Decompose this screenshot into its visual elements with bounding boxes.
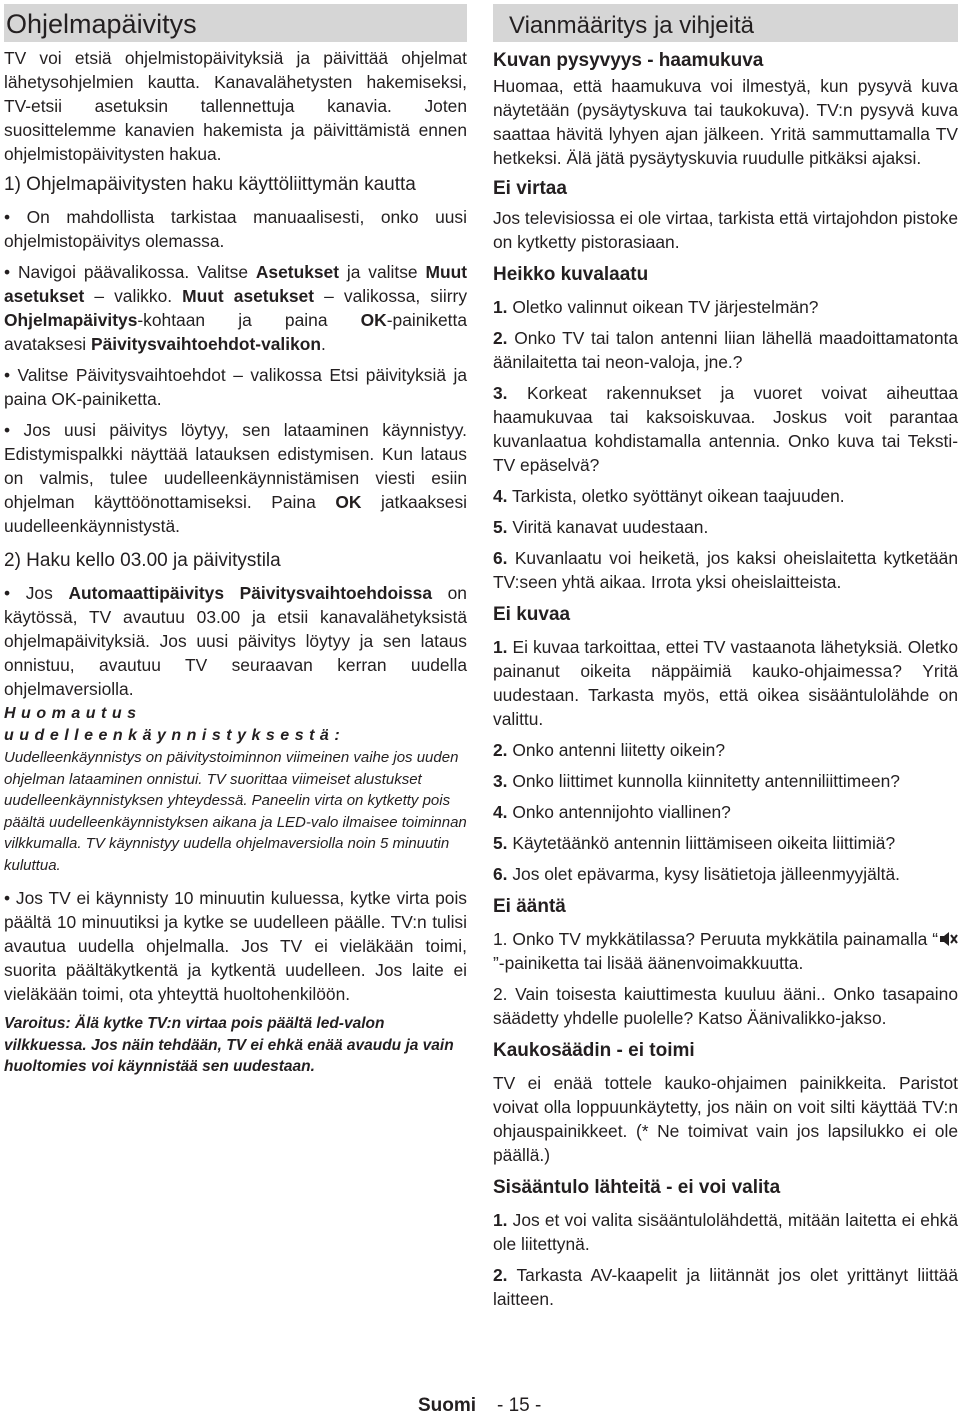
warning-text: Varoitus: Älä kytke TV:n virtaa pois päältä led-valon vilkkuessa. Jos näin tehdään, TV ei ehkä enää avaudu ja vain huoltomies voi käynnistää sen uudestaan. (4, 1015, 454, 1075)
restart-note-title: Huomautus uudelleenkäynnistyksestä: (4, 705, 346, 744)
haamukuva-text: Huomaa, että haamukuva voi ilmestyä, kun pysyvä kuva näytetään (pysäytyskuva tai taukokuva). TV:n pysyvä kuva saattaa hävitä lyhyen ajan jälkeen. Yritä sammuttamalla TV hetkeksi. Älä jätä pysäytyskuvia ruudulle pitkäksi ajaksi. (493, 76, 958, 168)
subheading-ei-kuvaa: Ei kuvaa (493, 604, 571, 625)
footer-language: Suomi (418, 1395, 477, 1416)
subheading-1: 1) Ohjelmapäivitysten haku käyttöliittymän kautta (4, 174, 416, 195)
list-item: 5. Käytetäänkö antennin liittämiseen oikeita liittimiä? (493, 833, 896, 853)
ei-virtaa-text: Jos televisiossa ei ole virtaa, tarkista että virtajohdon pistoke on kytketty pistorasiaan. (493, 208, 958, 252)
list-item: 1. Ei kuvaa tarkoittaa, ettei TV vastaanota lähetyksiä. Oletko painanut oikeita näppäimiä kauko-ohjaimessa? Yritä uudestaan. Tarkasta myös, että oikea sisääntulolähde on valittu. (493, 637, 958, 729)
list-item: 2. Onko antenni liitetty oikein? (493, 740, 726, 760)
subheading-ei-aanta: Ei ääntä (493, 896, 566, 917)
subheading-sisaantulo: Sisääntulo lähteitä - ei voi valita (493, 1177, 781, 1198)
bullet-update-found: • Jos uusi päivitys löytyy, sen lataaminen käynnistyy. Edistymispalkki näyttää latauksen edistymisen. Kun lataus on valmis, tulee uudelleenkäynnistämisen viesti esiin ohjelman käyttöönottamiseksi. Paina OK jatkaaksesi uudelleenkäynnistystä. (4, 420, 467, 536)
subheading-ei-virtaa: Ei virtaa (493, 178, 567, 199)
list-item: 4. Tarkista, oletko syöttänyt oikean taajuuden. (493, 486, 845, 506)
list-item: 1. Oletko valinnut oikean TV järjestelmän? (493, 297, 819, 317)
right-column (493, 4, 958, 1311)
mute-icon (938, 930, 958, 948)
restart-note-text: Uudelleenkäynnistys on päivitystoiminnon viimeinen vaihe jos uuden ohjelman lataaminen onnistui. TV suorittaa viimeiset alustukset uudelleenkäynnistyksen yhteydessä. Paneelin virta on kytketty pois päältä uudelleenkäynnistyksen aikana ja LED-valo ilmaisee toiminnan vilkkumalla. TV käynnistyy uudella ohjelmaversiolla noin 5 minuutin kuluttua. (4, 749, 467, 874)
subheading-heikko-kuvalaatu: Heikko kuvalaatu (493, 264, 649, 285)
bullet-select-options: • Valitse Päivitysvaihtoehdot – valikossa Etsi päivityksiä ja paina OK-painiketta. (4, 365, 467, 409)
bullet-auto-update: • Jos Automaattipäivitys Päivitysvaihtoehdoissa on käytössä, TV avautuu 03.00 ja etsii kanavalähetyksistä ohjelmapäivityksiä. Jos uusi päivitys löytyy ja sen lataus onnistuu, avautuu TV seuraavan kerran uudella ohjelmaversiolla. (4, 583, 467, 699)
ei-kuvaa-list (493, 635, 958, 886)
list-item: 3. Onko liittimet kunnolla kiinnitetty antenniliittimeen? (493, 771, 900, 791)
list-item: 3. Korkeat rakennukset ja vuoret voivat aiheuttaa haamukuvaa tai kaksoiskuvaa. Joskus voit parantaa kuvanlaatua kohdistamalla antennia. Onko kuva tai Teksti-TV epäselvä? (493, 383, 958, 475)
heikko-kuvalaatu-list (493, 295, 958, 594)
section-heading-ohjelmapaivitys: Ohjelmapäivitys (4, 4, 467, 42)
list-item: 4. Onko antennijohto viallinen? (493, 802, 731, 822)
list-item: 6. Jos olet epävarma, kysy lisätietoja jälleenmyyjältä. (493, 864, 900, 884)
ei-aanta-item-2: 2. Vain toisesta kaiuttimesta kuuluu ääni.. Onko tasapaino säädetty yhdelle puolelle? Katso Äänivalikko-jakso. (493, 984, 958, 1028)
list-item: 2. Tarkasta AV-kaapelit ja liitännät jos olet yrittänyt liittää laitteen. (493, 1265, 958, 1309)
list-item: 6. Kuvanlaatu voi heiketä, jos kaksi oheislaitetta kytketään TV:seen yhtä aikaa. Irrota yksi oheislaitteista. (493, 548, 958, 592)
ei-aanta-item-1: 1. Onko TV mykkätilassa? Peruuta mykkätila painamalla “ ”-painiketta tai lisää äänenvoimakkuutta. (493, 927, 958, 975)
bullet-manual-check: • On mahdollista tarkistaa manuaalisesti, onko uusi ohjelmistopäivitys olemassa. (4, 207, 467, 251)
sisaantulo-list (493, 1208, 958, 1311)
subheading-kaukosaadin: Kaukosäädin - ei toimi (493, 1040, 695, 1061)
footer-page-number: - 15 - (497, 1395, 542, 1416)
bullet-navigate: • Navigoi päävalikossa. Valitse Asetukset ja valitse Muut asetukset – valikko. Muut asetukset – valikossa, siirry Ohjelmapäivitys-kohtaan ja paina OK-painiketta avataksesi Päivitysvaihtoehdot-valikon. (4, 262, 468, 354)
list-item: 5. Viritä kanavat uudestaan. (493, 517, 709, 537)
kaukosaadin-text: TV ei enää tottele kauko-ohjaimen painikkeita. Paristot voivat olla loppuunkäytetty, jos näin on voit silti käyttää TV:n ohjauspainikkeet. (* Ne toimivat vain jos lapsilukko ei ole päällä.) (493, 1073, 958, 1165)
intro-paragraph: TV voi etsiä ohjelmistopäivityksiä ja päivittää ohjelmat lähetysohjelmien kautta. Kanavalähetysten hakemiseksi, TV-etsii asetuksin tallennettuja kanavia. Joten suosittelemme kanavien hakemista ja päivittämistä ennen ohjelmistopäivitysten hakua. (4, 48, 467, 164)
subheading-2: 2) Haku kello 03.00 ja päivitystila (4, 550, 281, 571)
left-column (4, 4, 467, 1078)
list-item: 1. Jos et voi valita sisääntulolähdettä, mitään laitetta ei ehkä ole liitettynä. (493, 1210, 958, 1254)
bullet-no-start: • Jos TV ei käynnisty 10 minuutin kuluessa, kytke virta pois päältä 10 minuutiksi ja kytke se uudelleen päälle. TV:n tulisi avautua uudella ohjelmalla. Jos TV ei vieläkään toimi, suorita päältäkytkentä ja kytkentä uudelleen. Jos laite ei vieläkään toimi, ota yhteyttä huoltohenkilöön. (4, 888, 467, 1004)
subheading-haamukuva: Kuvan pysyvyys - haamukuva (493, 50, 764, 71)
section-heading-vianmaaritys: Vianmääritys ja vihjeitä (493, 4, 958, 42)
list-item: 2. Onko TV tai talon antenni liian lähellä maadoittamatonta äänilaitetta tai neon-valoja, jne.? (493, 328, 958, 372)
